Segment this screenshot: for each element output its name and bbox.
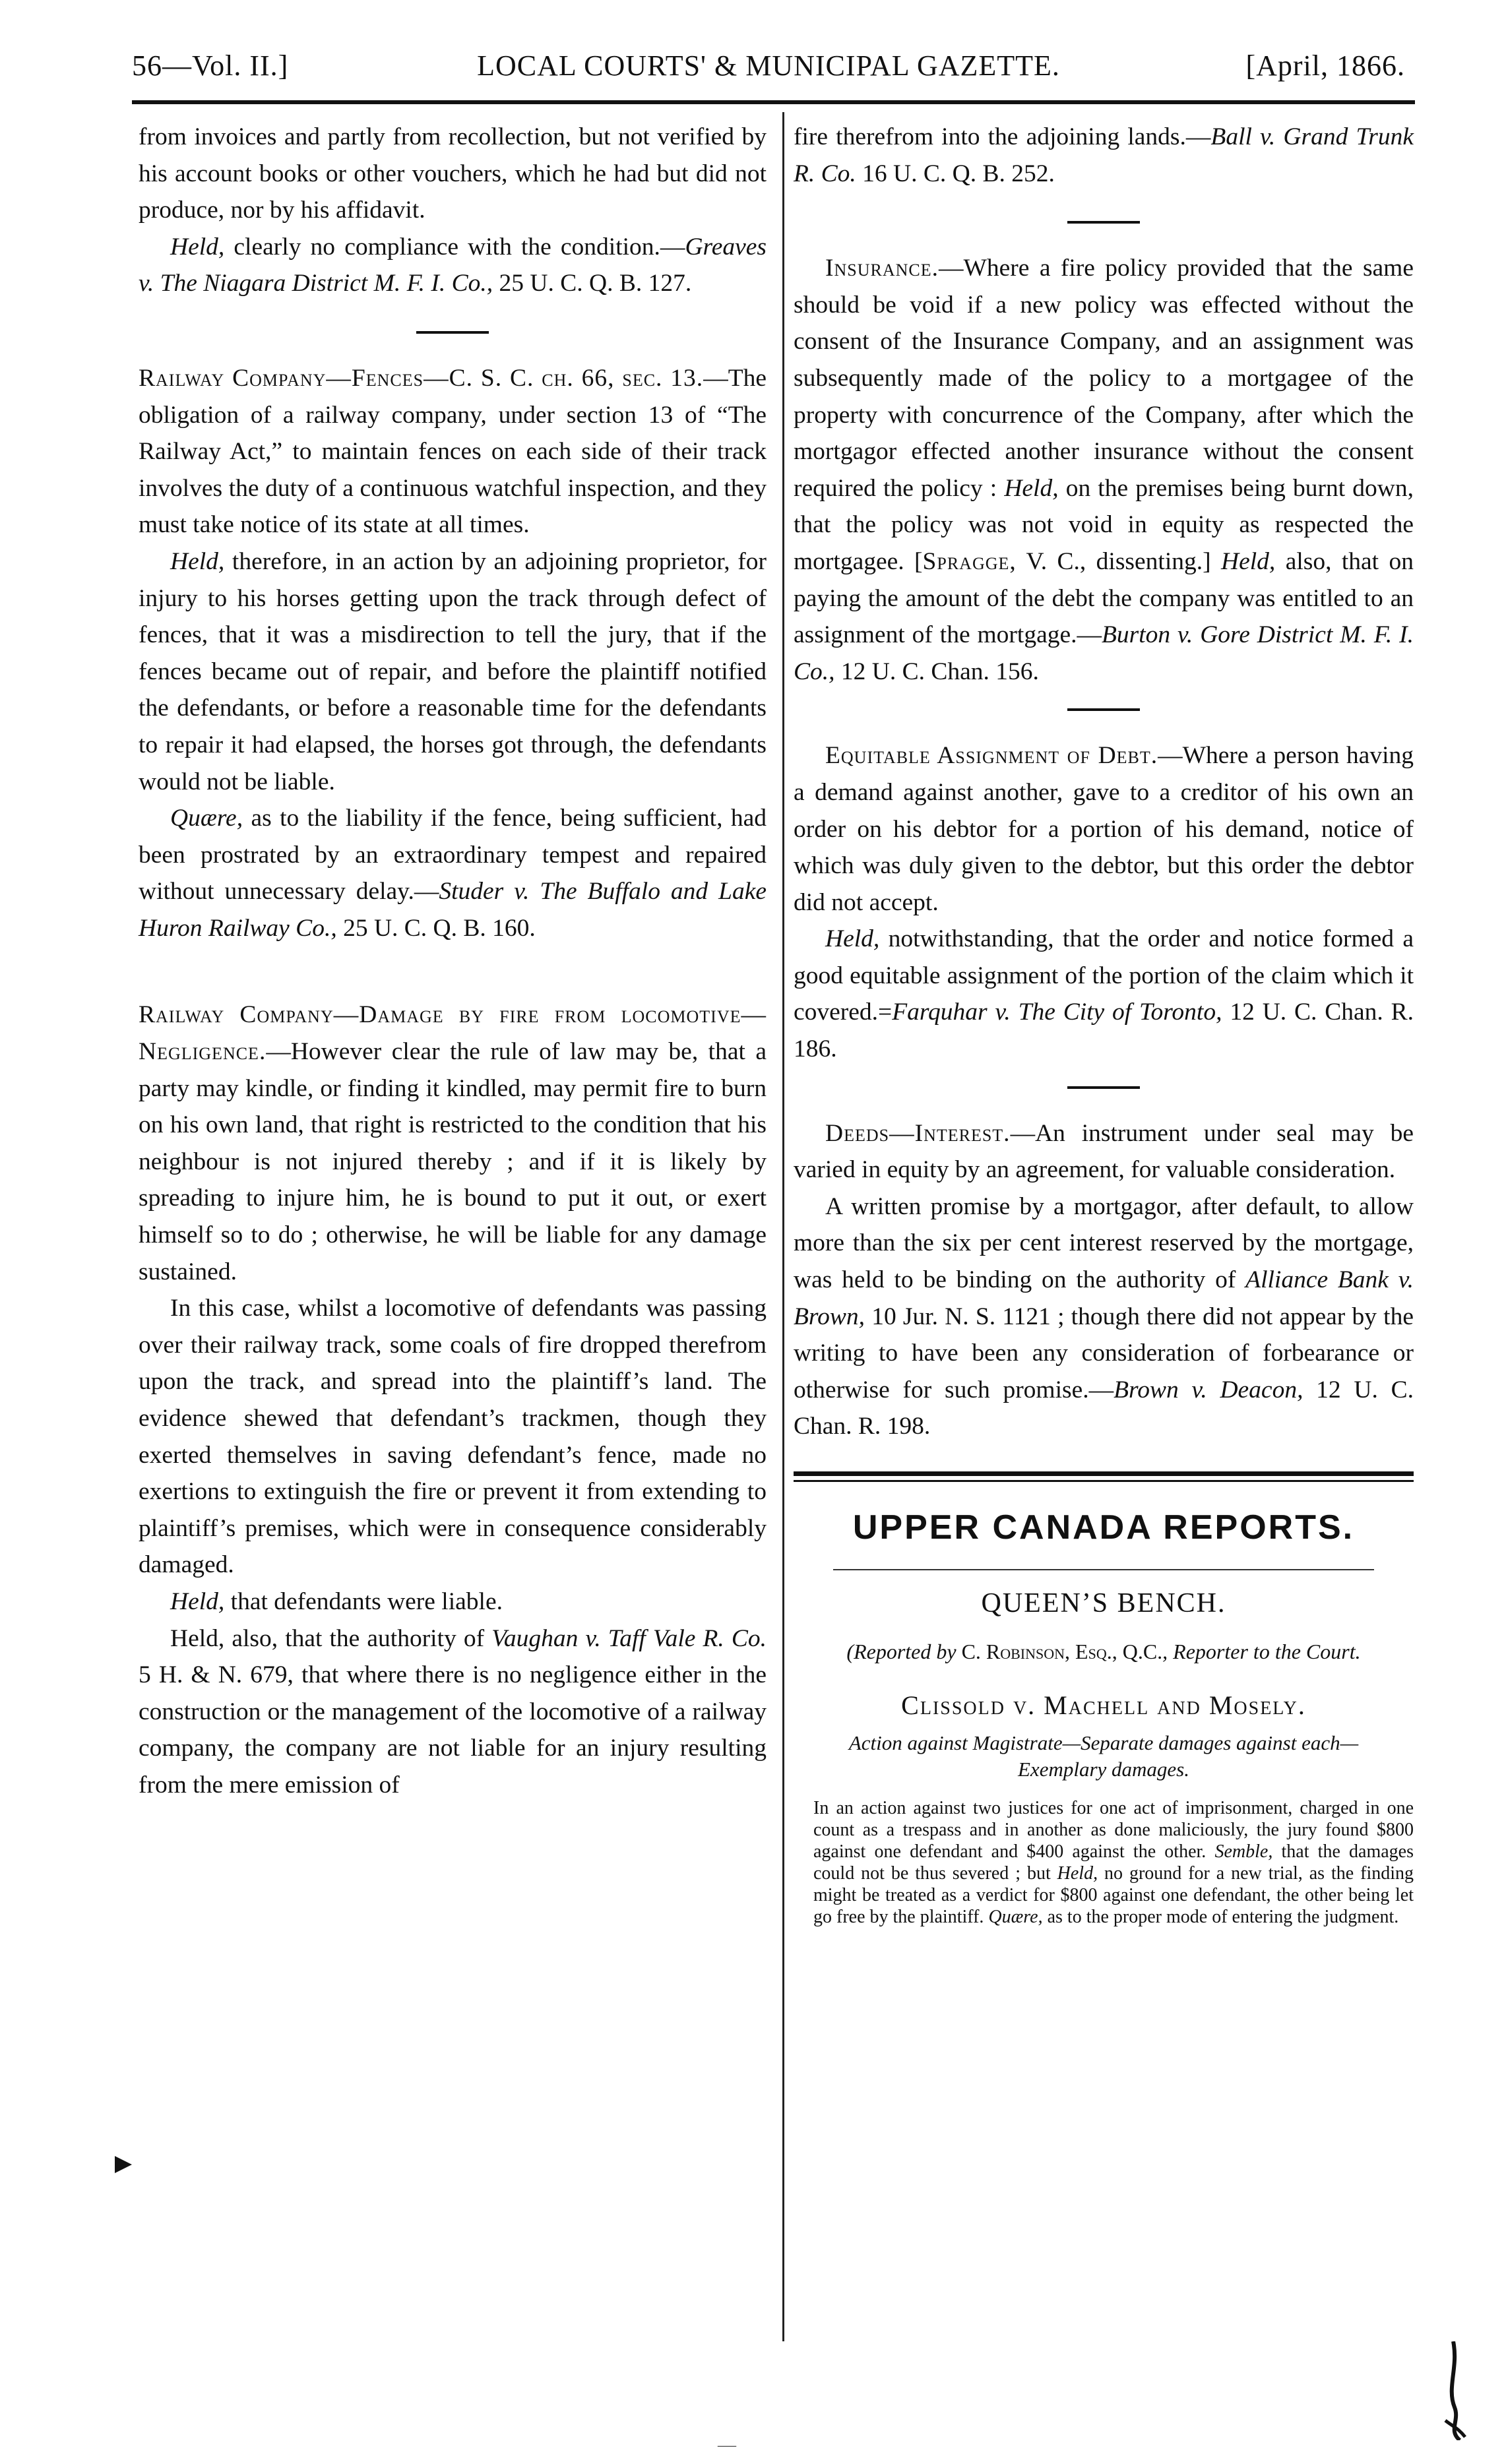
column-divider — [782, 112, 784, 2341]
volume-label: 56—Vol. II.] — [132, 49, 289, 82]
printer-mark-icon — [112, 2153, 135, 2176]
reporter-line: (Reported by C. Robinson, Esq., Q.C., Reporter to the Court. — [846, 1640, 1361, 1663]
case-syllabus: In an action against two justices for one act of imprisonment, charged in one count as a trespass and in another as done maliciously, the jury found $800 against one defendant and $400 against the other. Semble, that the damages could not be thus severed ; but Held, no ground for a new trial, as the finding might be treated as a verdict for $800 against one defendant, the other being let go free by the plaintiff. Quære, as to the proper mode of entering the judgment. — [813, 1798, 1414, 1927]
rule-thick — [794, 1471, 1414, 1476]
issue-date: [April, 1866. — [1245, 49, 1405, 82]
right-column — [794, 119, 1414, 1928]
header-rule — [132, 100, 1415, 104]
rule-thin — [794, 1480, 1414, 1482]
left-column — [139, 119, 767, 1804]
case-section-insurance: Insurance.—Where a fire policy provided that the same should be void if a new policy was effected without the consent of the Insurance Company, and an assignment was subsequently made of the policy to a mortgagee of the property with concurrence of the Company, after which the mortgagor effected another insurance without the consent required the policy : Held, on the premises being burnt down, that the policy was not void in equity as respected the mortgagee. [Spragge, V. C., dissenting.] Held, also, that on paying the amount of the debt the company was entitled to an assignment of the mortgage.—Burton v. Gore District M. F. I. Co., 12 U. C. Chan. 156. — [794, 255, 1414, 685]
paragraph: Held, that defendants were liable. — [170, 1587, 503, 1615]
paragraph: Held, therefore, in an action by an adjoining proprietor, for injury to his horses getting upon the track through defect of fences, that it was a misdirection to tell the jury, that if the fences became out of repair, and before the plaintiff notified the defendants, or before a reasonable time for the defendants to repair it had elapsed, the horses got through, the defendants would not be liable. — [139, 547, 767, 795]
case-headnote: Action against Magistrate—Separate damages against each—Exemplary damages. — [848, 1731, 1359, 1781]
paragraph: Held, also, that the authority of Vaughan v. Taff Vale R. Co. 5 H. & N. 679, that where there is no negligence either in the construction or the management of the locomotive of a railway company, the company are not liable for an injury resulting from the mere emission of — [139, 1624, 767, 1799]
footer-mark: — — [718, 2435, 736, 2455]
page-header — [132, 40, 1405, 92]
court-name: QUEEN’S BENCH. — [981, 1588, 1226, 1618]
case-section-equitable-assignment: Equitable Assignment of Debt.—Where a person having a demand against another, gave to a creditor of his own an order on his debtor for a portion of his demand, notice of which was duly given to the debtor, but this order the debtor did not accept. — [794, 742, 1414, 916]
case-section-deeds-interest: Deeds—Interest.—An instrument under seal may be varied in equity by an agreement, for valuable consideration. — [794, 1119, 1414, 1184]
section-separator — [416, 331, 489, 334]
paragraph: fire therefrom into the adjoining lands.—Ball v. Grand Trunk R. Co. 16 U. C. Q. B. 252. — [794, 123, 1414, 187]
case-section-fences: Railway Company—Fences—C. S. C. ch. 66, sec. 13.—The obligation of a railway company, under section 13 of “The Railway Act,” to maintain fences on each side of their track involves the duty of a continuous watchful inspection, and they must take notice of its state at all times. — [139, 364, 767, 539]
spacer — [139, 946, 767, 997]
section-separator — [1067, 708, 1140, 711]
double-rule — [794, 1471, 1414, 1482]
publication-title: LOCAL COURTS' & MUNICIPAL GAZETTE. — [477, 49, 1060, 82]
paragraph: Held, notwithstanding, that the order and notice formed a good equitable assignment of the portion of the claim which it covered.=Farquhar v. The City of Toronto, 12 U. C. Chan. R. 186. — [794, 925, 1414, 1063]
section-separator — [1067, 221, 1140, 224]
section-separator — [1067, 1086, 1140, 1089]
case-section-fire-damage: Railway Company—Damage by fire from locomotive—Negligence.—However clear the rule of law may be, that a party may kindle, or finding it kindled, may permit fire to burn on his own land, that right is restricted to the condition that his neighbour is not injured thereby ; and if it is likely by spreading to injure him, he is bound to put it out, or exert himself so to do ; otherwise, he will be liable for any damage sustained. — [139, 1001, 767, 1285]
paragraph: from invoices and partly from recollection, but not verified by his account books or other vouchers, which he had but did not produce, nor by his affidavit. — [139, 123, 767, 224]
title-rule — [833, 1569, 1374, 1570]
paragraph: A written promise by a mortgagor, after default, to allow more than the six per cent interest reserved by the mortgage, was held to be binding on the authority of Alliance Bank v. Brown, 10 Jur. N. S. 1121 ; though there did not appear by the writing to have been any consideration of forbearance or otherwise for such promise.—Brown v. Deacon, 12 U. C. Chan. R. 198. — [794, 1192, 1414, 1440]
case-title: Clissold v. Machell and Mosely. — [901, 1690, 1306, 1720]
reports-title: UPPER CANADA REPORTS. — [852, 1508, 1355, 1547]
paragraph: Held, clearly no compliance with the condition.—Greaves v. The Niagara District M. F. I. Co., 25 U. C. Q. B. 127. — [139, 233, 767, 297]
flourish-icon — [1440, 2341, 1466, 2440]
paragraph: In this case, whilst a locomotive of defendants was passing over their railway track, some coals of fire dropped therefrom upon the track, and spread into the plaintiff’s land. The evidence shewed that defendant’s trackmen, though they exerted themselves in saving defendant’s fence, made no exertions to extinguish the fire or prevent it from extending to plaintiff’s premises, which were in consequence considerably damaged. — [139, 1295, 767, 1579]
paragraph: Quære, as to the liability if the fence, being sufficient, had been prostrated by an extraordinary tempest and repaired without unnecessary delay.—Studer v. The Buffalo and Lake Huron Railway Co., 25 U. C. Q. B. 160. — [139, 805, 767, 942]
